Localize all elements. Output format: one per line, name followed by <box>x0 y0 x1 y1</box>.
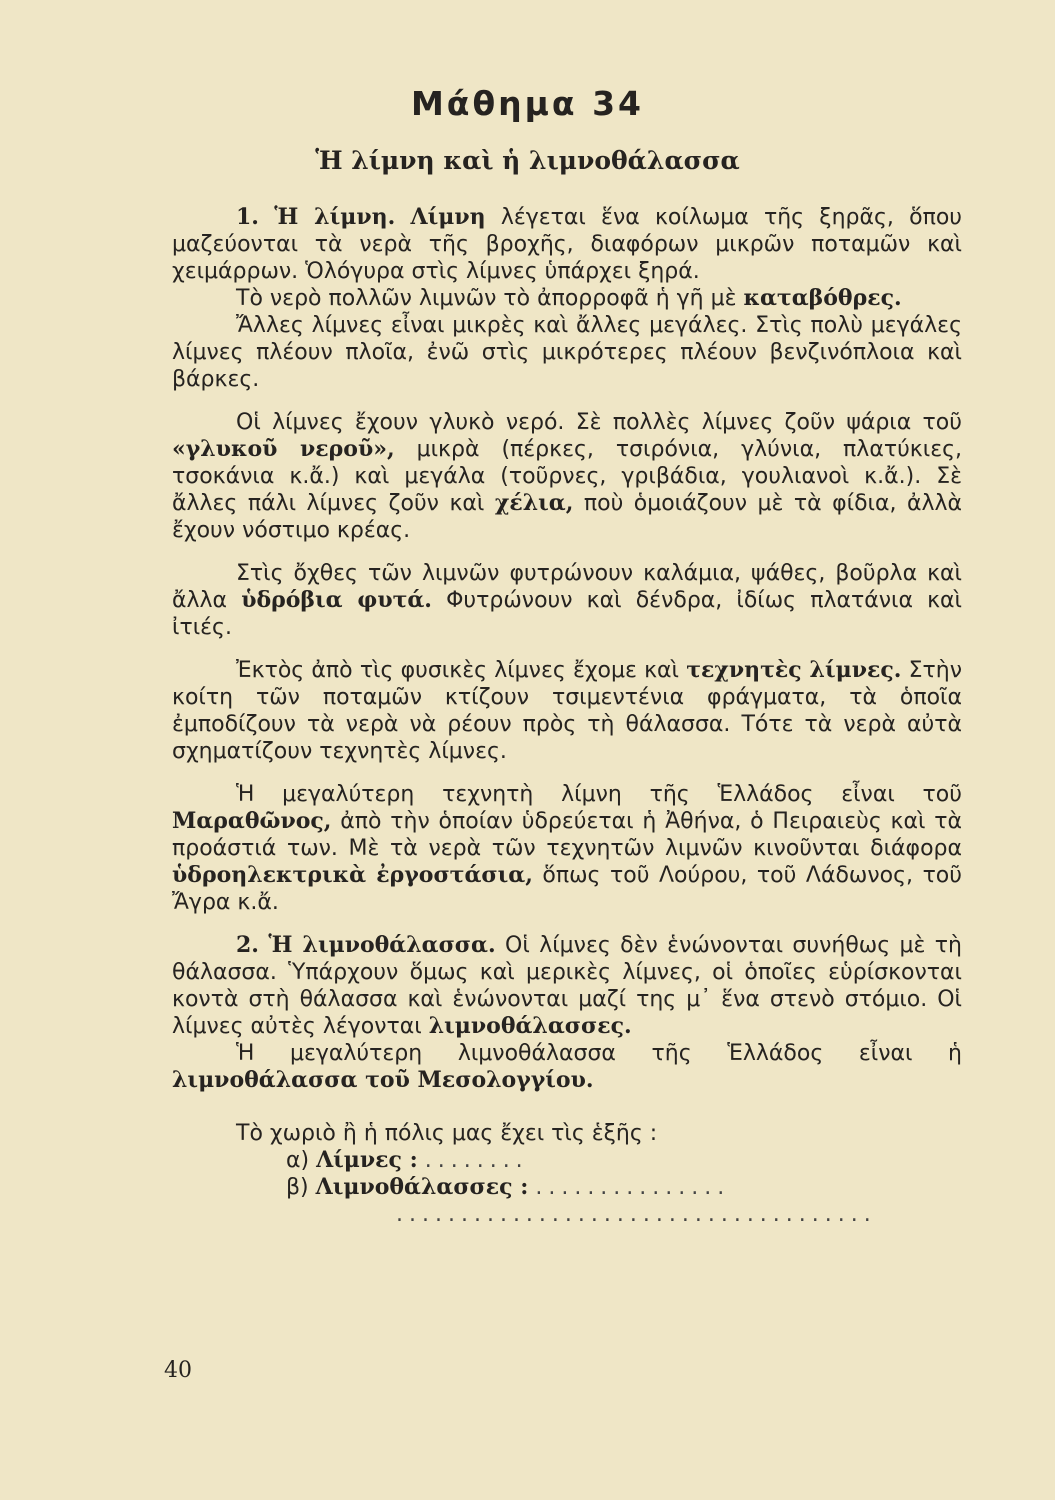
section2-title: Ἡ λιμνοθάλασσα. <box>268 932 496 958</box>
section1-p7-c: ὅπως τοῦ Λούρου, τοῦ Λάδωνος, τοῦ Ἄγρα κ.ἄ. <box>172 863 962 915</box>
term-ydrovia-fyta: ὑδρόβια φυτά. <box>241 587 432 613</box>
section1-p6-a: Ἐκτὸς ἀπὸ τὶς φυσικὲς λίμνες ἔχομε καὶ <box>236 658 679 683</box>
exercise-trailing-dots-text: ..................................... <box>396 1202 877 1227</box>
term-chelia: χέλια, <box>494 490 574 516</box>
exercise-item-a-dots: ........ <box>424 1148 529 1173</box>
section1-p4-b: μικρὰ (πέρκες, τσιρόνια, γλύνια, πλατύκιες, τσοκάνια κ.ἄ.) καὶ μεγάλα (τοῦρνες, γριβάδια, γουλιανοὶ κ.ἄ.). Σὲ ἄλλες πάλι λίμνες ζοῦν καὶ <box>172 437 962 516</box>
section1-p4-c: ποὺ ὁμοιάζουν μὲ τὰ φίδια, ἀλλὰ ἔχουν νόστιμο κρέας. <box>172 491 963 543</box>
section1-p4-a: Οἱ λίμνες ἔχουν γλυκὸ νερό. Σὲ πολλὲς λίμνες ζοῦν ψάρια τοῦ <box>236 410 962 435</box>
section1-p2-text: Τὸ νερὸ πολλῶν λιμνῶν τὸ ἀπορροφᾶ ἡ γῆ μὲ <box>236 286 737 311</box>
exercise-trailing-dots <box>172 1201 962 1228</box>
page-number: 40 <box>164 1358 192 1383</box>
section1-paragraph1 <box>172 204 962 285</box>
term-katavothres: καταβόθρες. <box>743 285 902 311</box>
exercise-item-a-label: Λίμνες : <box>316 1147 418 1173</box>
term-mesolongi: λιμνοθάλασσα τοῦ Μεσολογγίου. <box>172 1067 594 1093</box>
lesson-subtitle: Ἡ λίμνη καὶ ἡ λιμνοθάλασσα <box>315 146 740 175</box>
section1-paragraph7 <box>172 781 962 916</box>
section1-p5-b: Φυτρώνουν καὶ δένδρα, ἰδίως πλατάνια καὶ ἰτιές. <box>172 588 963 640</box>
exercise-item-b-label: Λιμνοθάλασσες : <box>315 1174 529 1200</box>
section1-p1-text: λέγεται ἕνα κοίλωμα τῆς ξηρᾶς, ὅπου μαζεύονται τὰ νερὰ τῆς βροχῆς, διαφόρων μικρῶν ποταμῶν καὶ χειμάρρων. Ὁλόγυρα στὶς λίμνες ὑπάρχει ξηρά. <box>172 205 963 284</box>
section1-paragraph2 <box>172 285 962 312</box>
section1-paragraph4 <box>172 409 962 544</box>
section2-number: 2. <box>236 932 259 958</box>
term-technites-limnes: τεχνητὲς λίμνες. <box>686 657 902 683</box>
section1-number: 1. <box>236 204 259 230</box>
section1-title: Ἡ λίμνη. <box>274 204 396 230</box>
exercise-item-b-dots: ............... <box>535 1175 731 1200</box>
term-limnothalasses: λιμνοθάλασσες. <box>428 1013 632 1039</box>
term-limni: Λίμνη <box>410 204 486 230</box>
term-marathonos: Μαραθῶνος, <box>172 808 332 834</box>
lesson-body <box>172 204 962 1228</box>
section2-paragraph1 <box>172 932 962 1040</box>
exercise-item-a <box>172 1147 962 1174</box>
exercise-item-a-marker: α) <box>286 1148 310 1173</box>
exercise-prompt: Τὸ χωριὸ ἢ ἡ πόλις μας ἔχει τὶς ἑξῆς : <box>236 1121 658 1146</box>
section2-paragraph2 <box>172 1040 962 1094</box>
section2-p2-a: Ἡ μεγαλύτερη λιμνοθάλασσα τῆς Ἑλλάδος εἶναι ἡ <box>236 1041 962 1066</box>
lesson-title: Μάθημα 34 <box>410 84 645 123</box>
term-ydroilektrika: ὑδροηλεκτρικὰ ἐργοστάσια, <box>172 862 533 888</box>
section1-p5-a: Στὶς ὄχθες τῶν λιμνῶν φυτρώνουν καλάμια, ψάθες, βοῦρλα καὶ ἄλλα <box>172 561 962 613</box>
section1-paragraph3: Ἄλλες λίμνες εἶναι μικρὲς καὶ ἄλλες μεγάλες. Στὶς πολὺ μεγάλες λίμνες πλέουν πλοῖα, ἐνῶ στὶς μικρότερες πλέουν βενζινόπλοια καὶ βάρκες. <box>172 313 962 392</box>
section1-p7-a: Ἡ μεγαλύτερη τεχνητὴ λίμνη τῆς Ἑλλάδος εἶναι τοῦ <box>236 782 962 807</box>
section1-p6-b: Στὴν κοίτη τῶν ποταμῶν κτίζουν τσιμεντένια φράγματα, τὰ ὁποῖα ἐμποδίζουν τὰ νερὰ νὰ ρέουν πρὸς τὴ θάλασσα. Τότε τὰ νερὰ αὐτὰ σχηματίζουν τεχνητὲς λίμνες. <box>172 658 962 764</box>
section1-paragraph5 <box>172 560 962 641</box>
section1-p7-b: ἀπὸ τὴν ὁποίαν ὑδρεύεται ἡ Ἀθήνα, ὁ Πειραιεὺς καὶ τὰ προάστιά των. Μὲ τὰ νερὰ τῶν τεχνητῶν λιμνῶν κινοῦνται διάφορα <box>172 809 962 861</box>
exercise-item-b-marker: β) <box>286 1175 309 1200</box>
exercise-item-b <box>172 1174 962 1201</box>
term-glykou-nerou: «γλυκοῦ νεροῦ», <box>172 436 395 462</box>
section2-p1-a: Οἱ λίμνες δὲν ἑνώνονται συνήθως μὲ τὴ θάλασσα. Ὑπάρχουν ὅμως καὶ μερικὲς λίμνες, οἱ ὁποῖες εὑρίσκονται κοντὰ στὴ θάλασσα καὶ ἑνώνονται μαζί της μ᾽ ἕνα στενὸ στόμιο. Οἱ λίμνες αὐτὲς λέγονται <box>172 933 962 1039</box>
section1-paragraph6 <box>172 657 962 765</box>
